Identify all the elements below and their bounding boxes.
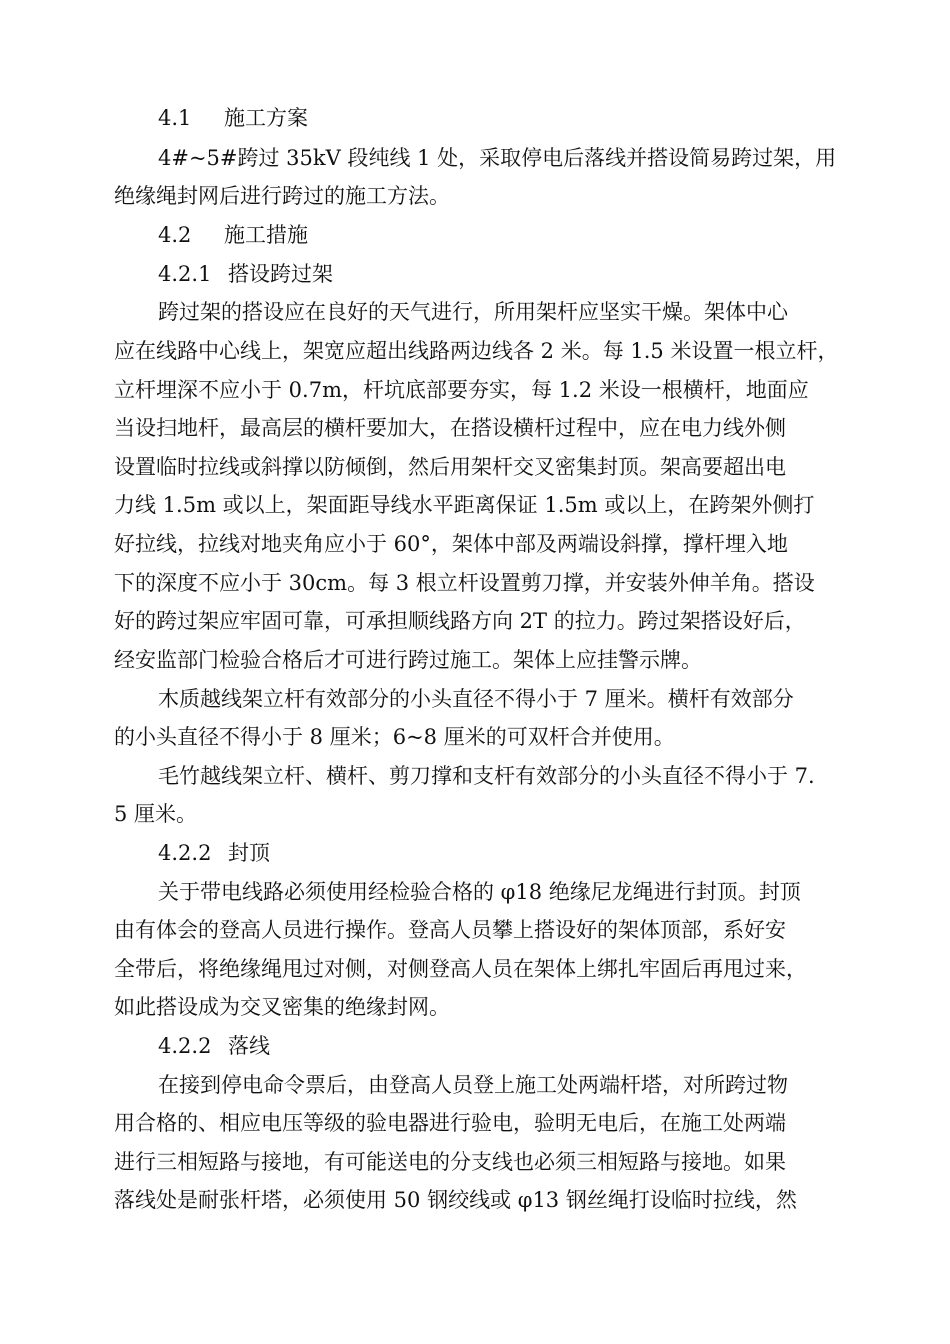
paragraph-line: 落线处是耐张杆塔，必须使用 50 钢绞线或 φ13 钢丝绳打设临时拉线，然 [114,1188,797,1212]
section-number: 4.2.2 [158,841,212,865]
section-number: 4.1 [158,106,192,130]
paragraph-line: 如此搭设成为交叉密集的绝缘封网。 [114,995,450,1019]
paragraph-line: 毛竹越线架立杆、横杆、剪刀撑和支杆有效部分的小头直径不得小于 7. [158,764,815,788]
paragraph-line: 绝缘绳封网后进行跨过的施工方法。 [114,184,450,208]
section-title: 施工措施 [224,223,308,247]
section-heading-4-2 [158,220,308,250]
paragraph-line: 跨过架的搭设应在良好的天气进行，所用架杆应坚实干燥。架体中心 [158,300,788,324]
paragraph-line: 好拉线，拉线对地夹角应小于 60°，架体中部及两端设斜撑，撑杆埋入地 [114,532,788,556]
section-heading-4-2-2-drop [158,1031,270,1061]
paragraph-line: 进行三相短路与接地，有可能送电的分支线也必须三相短路与接地。如果 [114,1150,786,1174]
paragraph-line: 经安监部门检验合格后才可进行跨过施工。架体上应挂警示牌。 [114,648,702,672]
section-title: 封顶 [228,841,270,865]
section-number: 4.2.2 [158,1034,212,1058]
paragraph-line: 应在线路中心线上，架宽应超出线路两边线各 2 米。每 1.5 米设置一根立杆， [114,339,839,363]
section-heading-4-2-2-seal [158,838,270,868]
paragraph-line: 立杆埋深不应小于 0.7m，杆坑底部要夯实，每 1.2 米设一根横杆，地面应 [114,378,809,402]
paragraph-line: 在接到停电命令票后，由登高人员登上施工处两端杆塔，对所跨过物 [158,1073,788,1097]
paragraph-line: 全带后，将绝缘绳甩过对侧，对侧登高人员在架体上绑扎牢固后再甩过来， [114,957,807,981]
section-number: 4.2 [158,223,192,247]
section-title: 搭设跨过架 [228,262,333,286]
paragraph-line: 关于带电线路必须使用经检验合格的 φ18 绝缘尼龙绳进行封顶。封顶 [158,880,801,904]
paragraph-line: 好的跨过架应牢固可靠，可承担顺线路方向 2T 的拉力。跨过架搭设好后， [114,609,806,633]
section-title: 施工方案 [224,106,308,130]
paragraph-line: 5 厘米。 [114,802,198,826]
section-heading-4-1 [158,103,308,133]
paragraph-line: 下的深度不应小于 30cm。每 3 根立杆设置剪刀撑，并安装外伸羊角。搭设 [114,571,815,595]
paragraph-line: 的小头直径不得小于 8 厘米；6~8 厘米的可双杆合并使用。 [114,725,675,749]
section-heading-4-2-1 [158,259,333,289]
section-title: 落线 [228,1034,270,1058]
paragraph-line: 当设扫地杆，最高层的横杆要加大，在搭设横杆过程中，应在电力线外侧 [114,416,786,440]
paragraph-line: 设置临时拉线或斜撑以防倾倒，然后用架杆交叉密集封顶。架高要超出电 [114,455,786,479]
paragraph-line: 力线 1.5m 或以上，架面距导线水平距离保证 1.5m 或以上，在跨架外侧打 [114,493,815,517]
paragraph-line: 4#~5#跨过 35kV 段纯线 1 处，采取停电后落线并搭设简易跨过架，用 [158,146,837,170]
paragraph-line: 用合格的、相应电压等级的验电器进行验电，验明无电后，在施工处两端 [114,1111,786,1135]
paragraph-line: 木质越线架立杆有效部分的小头直径不得小于 7 厘米。横杆有效部分 [158,687,794,711]
paragraph-line: 由有体会的登高人员进行操作。登高人员攀上搭设好的架体顶部，系好安 [114,918,786,942]
section-number: 4.2.1 [158,262,212,286]
